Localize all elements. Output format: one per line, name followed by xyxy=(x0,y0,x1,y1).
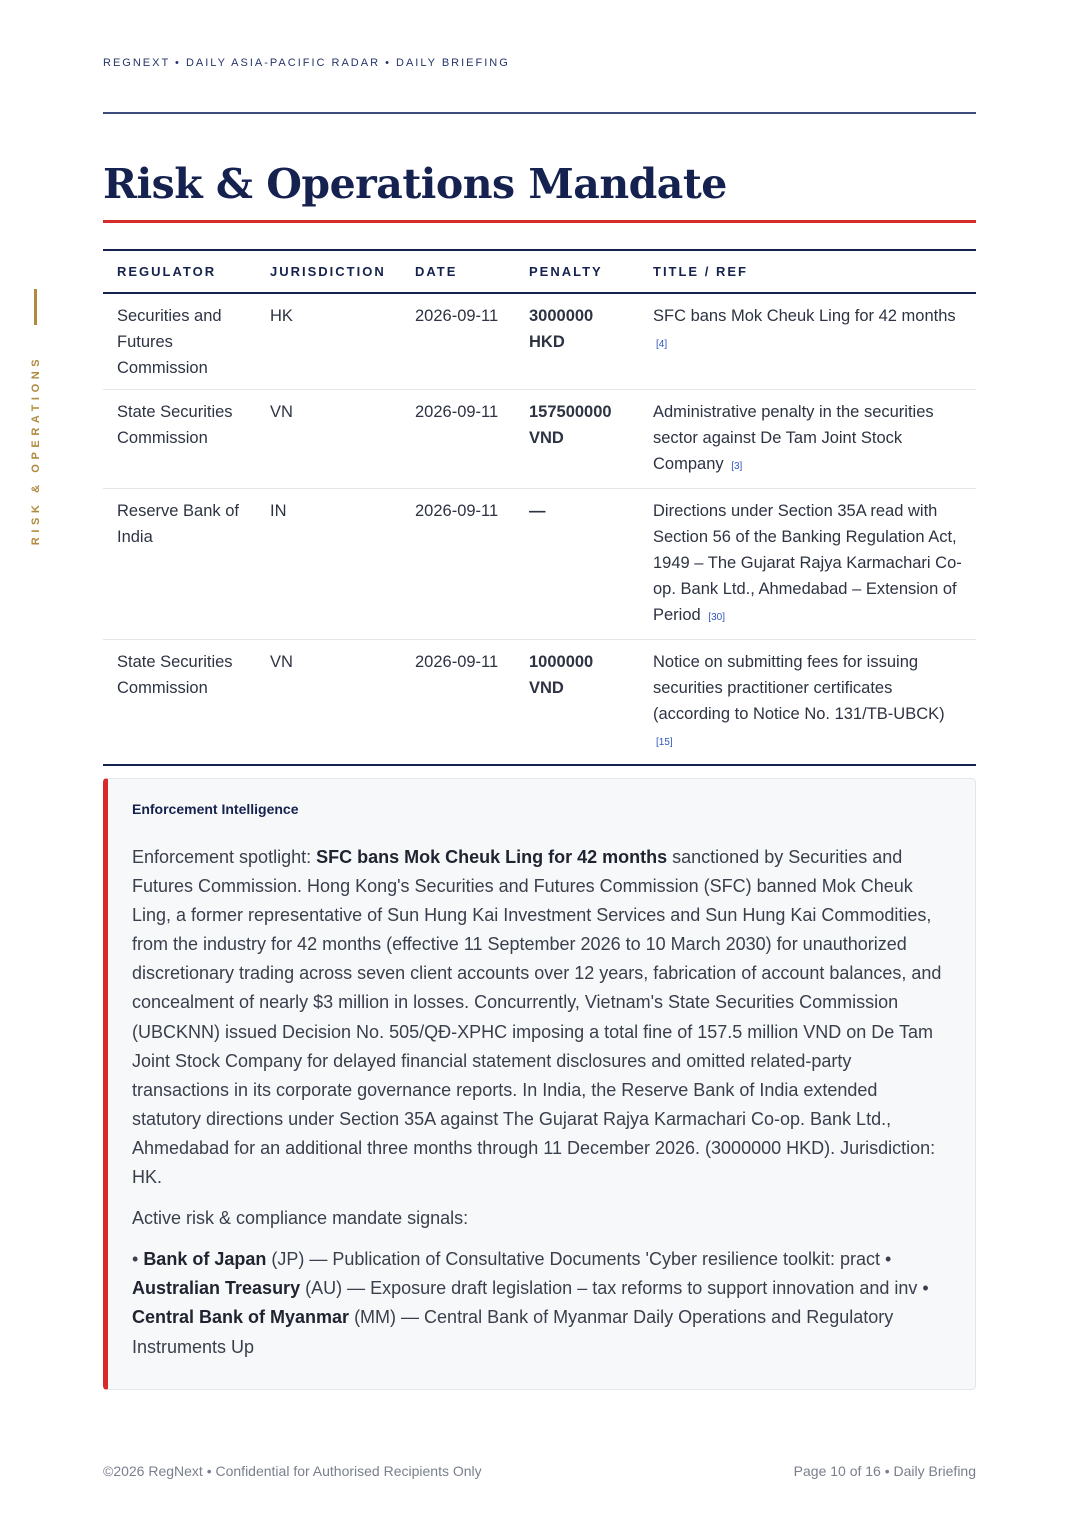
signal-bullet: • xyxy=(885,1249,892,1270)
enforcement-intelligence-panel xyxy=(103,778,976,1390)
column-header-title-ref: TITLE / REF xyxy=(639,250,976,293)
title-text: Directions under Section 35A read with Section 56 of the Banking Regulation Act, 1949 – The Gujarat Rajya Karmachari Co-op. Bank Ltd., Ahmedabad – Extension of Period xyxy=(653,502,962,624)
title-cell xyxy=(639,293,976,390)
title-text: SFC bans Mok Cheuk Ling for 42 months xyxy=(653,307,956,325)
column-header-jurisdiction: JURISDICTION xyxy=(256,250,401,293)
signals-list xyxy=(132,1245,951,1361)
signal-name: Australian Treasury xyxy=(132,1278,301,1299)
date-cell: 2026-09-11 xyxy=(401,390,515,489)
title-cell xyxy=(639,489,976,640)
reference-link[interactable]: [15] xyxy=(656,737,673,748)
reference-link[interactable]: [3] xyxy=(731,461,743,472)
header-divider xyxy=(103,112,976,114)
signal-name: Bank of Japan xyxy=(143,1249,267,1270)
table-header-row xyxy=(103,250,976,293)
section-accent-bar xyxy=(34,289,37,325)
regulator-cell: State Securities Commission xyxy=(117,653,233,697)
date-cell: 2026-09-11 xyxy=(415,653,499,671)
section-side-label: RISK & OPERATIONS xyxy=(30,354,42,546)
table-row xyxy=(103,293,976,390)
jurisdiction-cell: HK xyxy=(256,293,401,390)
penalty-cell: — xyxy=(515,489,639,640)
spotlight-body: sanctioned by Securities and Futures Commission. Hong Kong's Securities and Futures Commission (SFC) banned Mok Cheuk Ling, a former representative of Sun Hung Kai Investment Services and Sun Hung Kai Commodities, from the industry for 42 months (effective 11 September 2026 to 10 March 2030) for unauthorized discretionary trading across seven client accounts over 12 years, fabrication of account balances, and concealment of nearly $3 million in losses. Concurrently, Vietnam's State Securities Commission (UBCKNN) issued Decision No. 505/QĐ-XPHC imposing a total fine of 157.5 million VND on De Tam Joint Stock Company for delayed financial statement disclosures and omitted related-party transactions in its corporate governance reports. In India, the Reserve Bank of India extended statutory directions under Section 35A against The Gujarat Rajya Karmachari Co-op. Bank Ltd., Ahmedabad for an additional three months through 11 December 2026. (3000000 HKD). Jurisdiction: HK. xyxy=(132,847,942,1188)
regulator-cell: Securities and Futures Commission xyxy=(103,293,256,390)
penalty-cell: 3000000 HKD xyxy=(515,293,639,390)
signal-detail: (MM) — Central Bank of Myanmar Daily Operations and Regulatory Instruments Up xyxy=(132,1307,894,1357)
jurisdiction-cell: VN xyxy=(256,390,401,489)
title-cell xyxy=(639,640,976,766)
spotlight-prefix: Enforcement spotlight: xyxy=(132,847,317,867)
column-header-regulator: REGULATOR xyxy=(103,250,256,293)
running-head: REGNEXT • DAILY ASIA-PACIFIC RADAR • DAILY BRIEFING xyxy=(103,57,510,69)
date-cell: 2026-09-11 xyxy=(401,293,515,390)
signal-bullet: • xyxy=(922,1278,929,1299)
spotlight-title: SFC bans Mok Cheuk Ling for 42 months xyxy=(316,847,668,867)
signal-detail: (JP) — Publication of Consultative Documents 'Cyber resilience toolkit: pract xyxy=(266,1249,886,1270)
reference-link[interactable]: [30] xyxy=(708,612,725,623)
column-header-date: DATE xyxy=(401,250,515,293)
signal-detail: (AU) — Exposure draft legislation – tax reforms to support innovation and inv xyxy=(300,1278,923,1299)
title-cell xyxy=(639,390,976,489)
reference-link[interactable]: [4] xyxy=(656,339,668,350)
date-cell: 2026-09-11 xyxy=(401,489,515,640)
table-row xyxy=(103,640,976,766)
regulator-cell: Reserve Bank of India xyxy=(103,489,256,640)
title-underline xyxy=(103,220,976,223)
signal-bullet: • xyxy=(132,1249,144,1270)
signal-name: Central Bank of Myanmar xyxy=(132,1307,350,1328)
page-title: Risk & Operations Mandate xyxy=(103,160,727,208)
column-header-penalty: PENALTY xyxy=(515,250,639,293)
table-row xyxy=(103,390,976,489)
jurisdiction-cell: VN xyxy=(270,653,293,671)
signals-intro: Active risk & compliance mandate signals: xyxy=(132,1208,469,1229)
footer-page-number: Page 10 of 16 • Daily Briefing xyxy=(793,1463,976,1479)
regulator-cell: State Securities Commission xyxy=(103,390,256,489)
title-text: Administrative penalty in the securities sector against De Tam Joint Stock Company xyxy=(653,403,934,473)
spotlight-paragraph xyxy=(132,843,951,1192)
penalty-cell: 1000000 VND xyxy=(529,653,594,697)
title-text: Notice on submitting fees for issuing securities practitioner certificates (according to Notice No. 131/TB-UBCK) xyxy=(653,653,945,723)
table-row xyxy=(103,489,976,640)
enforcement-table xyxy=(103,249,976,766)
penalty-cell: 157500000 VND xyxy=(515,390,639,489)
panel-heading: Enforcement Intelligence xyxy=(132,801,299,817)
footer-copyright: ©2026 RegNext • Confidential for Authorised Recipients Only xyxy=(103,1463,482,1479)
jurisdiction-cell: IN xyxy=(256,489,401,640)
